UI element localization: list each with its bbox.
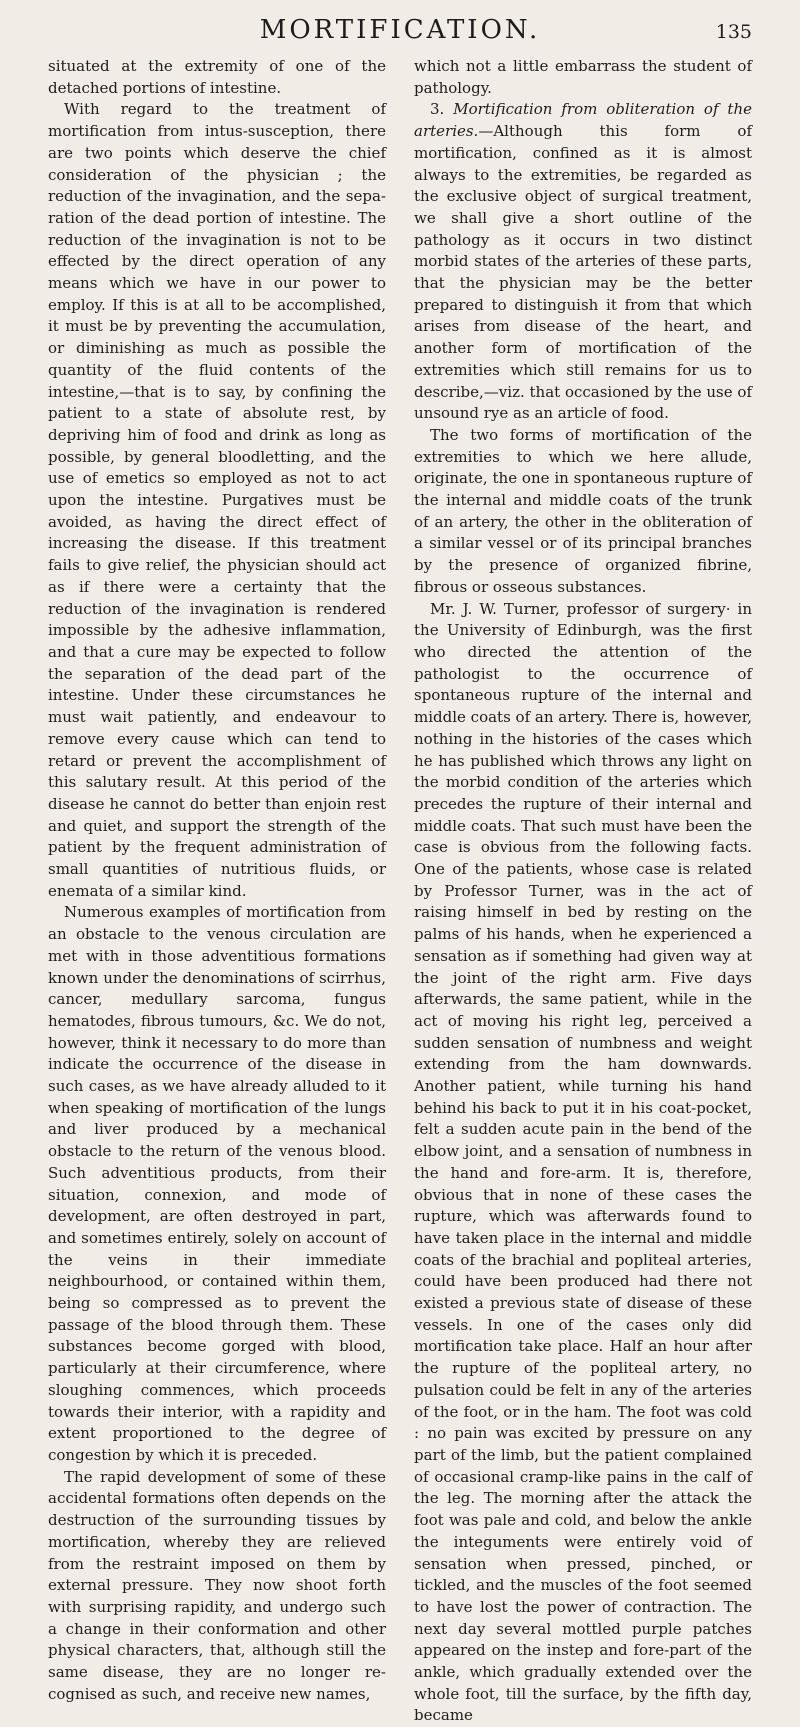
paragraph: Mr. J. W. Turner, professor of surgery· in the University of Edinburgh, was the first who directed the attention of the pathologist to the occurrence of spontaneous rupture of the internal and middle coats of an artery. There is, however, nothing in the histories of the cases which he has published which throws any light on the morbid condition of the arteries which precedes the rupture of their internal and middle coats. That such must have been the case is obvious from the following facts. One of the patients, whose case is related by Professor Turner, was in the act of raising himself in bed by resting on the palms of his hands, when he experienced a sensation as if something had given way at the joint of the right arm. Five days afterwards, the same patient, while in the act of moving his right leg, perceived a sudden sensation of numbness and weight extending from the ham downwards. Another patient, while turning his hand behind his back to put it in his coat-pocket, felt a sudden acute pain in the bend of the elbow joint, and a sensation of numbness in the hand and fore-arm. It is, therefore, obvious that in none of these cases the rupture, which was afterwards found to have taken place in the internal and middle coats of the brachial and popliteal arteries, could have been produced had there not existed a previous state of disease of these vessels. In one of the cases only did mortification take place. Half an hour after the rupture of the popliteal artery, no pulsation could be felt in any of the arteries of the foot, or in the ham. The foot was cold : no pain was excited by pressure on any part of the limb, but the patient complained of occasional cramp-like pains in the calf of the leg. The morning after the attack the foot was pale and cold, and below the ankle the integuments were entirely void of sensation when pressed, pinched, or tickled, and the muscles of the foot seemed to have lost the power of contraction. The next day several mottled purple patches appeared on the instep and fore-part of the ankle, which gradually extended over the whole foot, till the surface, by the fifth day, became xyxy=(414,599,752,1725)
page-number: 135 xyxy=(715,21,752,43)
right-column xyxy=(414,56,752,1727)
section-text: —Although this form of mortification, confined as it is almost always to the extremities, be regarded as the exclusive object of surgical treatment, we shall give a short outline of the pathology as it occurs in two distinct morbid states of the arteries of these parts, that the physician may be the better prepared to distinguish it from that which arises from disease of the heart, and another form of mortification of the extremities which still remains for us to describe,—viz. that occasioned by the use of unsound rye as an article of food. xyxy=(414,122,752,423)
paragraph: Numerous examples of mortification from an obstacle to the venous circulation are met with in those adventitious formations known under the denominations of scirrhus, cancer, medullary sarcoma, fungus hematodes, fibrous tumours, &c. We do not, however, think it necessary to do more than indicate the occurrence of the disease in such cases, as we have already alluded to it when speaking of mortification of the lungs and liver produced by a mechanical obstacle to the return of the venous blood. Such adventitious products, from their situation, connexion, and mode of development, are often destroyed in part, and sometimes entirely, solely on account of the veins in their immediate neighbourhood, or contained within them, being so compressed as to prevent the passage of the blood through them. These substances become gorged with blood, particularly at their circumference, where sloughing commences, which proceeds towards their interior, with a rapidity and extent proportioned to the degree of congestion by which it is preceded. xyxy=(48,903,386,1464)
section-paragraph xyxy=(414,99,752,425)
paragraph: which not a little embarrass the student of pathology. xyxy=(414,57,752,97)
section-number: 3. xyxy=(430,100,445,119)
page-header xyxy=(48,8,752,52)
running-title: MORTIFICATION. xyxy=(259,15,541,45)
paragraph: The two forms of mortification of the extremities to which we here allude, originate, the one in spontaneous rupture of the internal and middle coats of the trunk of an artery, the other in the obliteration of a similar vessel or of its principal branches by the presence of organized fibrine, fibrous or osseous substances. xyxy=(414,425,752,596)
left-column xyxy=(48,56,386,1705)
paragraph: situated at the extremity of one of the detached portions of intestine. xyxy=(48,57,386,97)
paragraph: With regard to the treatment of mortification from intus-susception, there are two points which deserve the chief consideration of the physician ; the reduction of the invagination, and the separation of the dead portion of intestine. The reduction of the invagination is not to be effected by the direct operation of any means which we have in our power to employ. If this is at all to be accomplished, it must be by preventing the accumulation, or diminishing as much as possible the quantity of the fluid contents of the intestine,—that is to say, by confining the patient to a state of absolute rest, by depriving him of food and drink as long as possible, by general bloodletting, and the use of emetics so employed as not to act upon the intestine. Purgatives must be avoided, as having the direct effect of increasing the disease. If this treatment fails to give relief, the physician should act as if there were a certainty that the reduction of the invagination is rendered impossible by the adhesive inflammation, and that a cure may be expected to follow the separation of the dead part of the intestine. Under these circumstances he must wait patiently, and endeavour to remove every cause which can tend to retard or prevent the accomplishment of this salutary result. At this period of the disease he cannot do better than enjoin rest and quiet, and support the strength of the patient by the frequent administration of small quantities of nutritious fluids, or enemata of a similar kind. xyxy=(48,100,386,900)
section-heading: Mortification from obliteration of the arteries. xyxy=(414,100,752,141)
paragraph: The rapid development of some of these accidental formations often depends on the destruction of the surrounding tissues by mortification, whereby they are relieved from the restraint imposed on them by external pressure. They now shoot forth with surprising rapidity, and undergo such a change in their conformation and other physical characters, that, although still the same disease, they are no longer recognised as such, and receive new names, xyxy=(48,1467,386,1703)
